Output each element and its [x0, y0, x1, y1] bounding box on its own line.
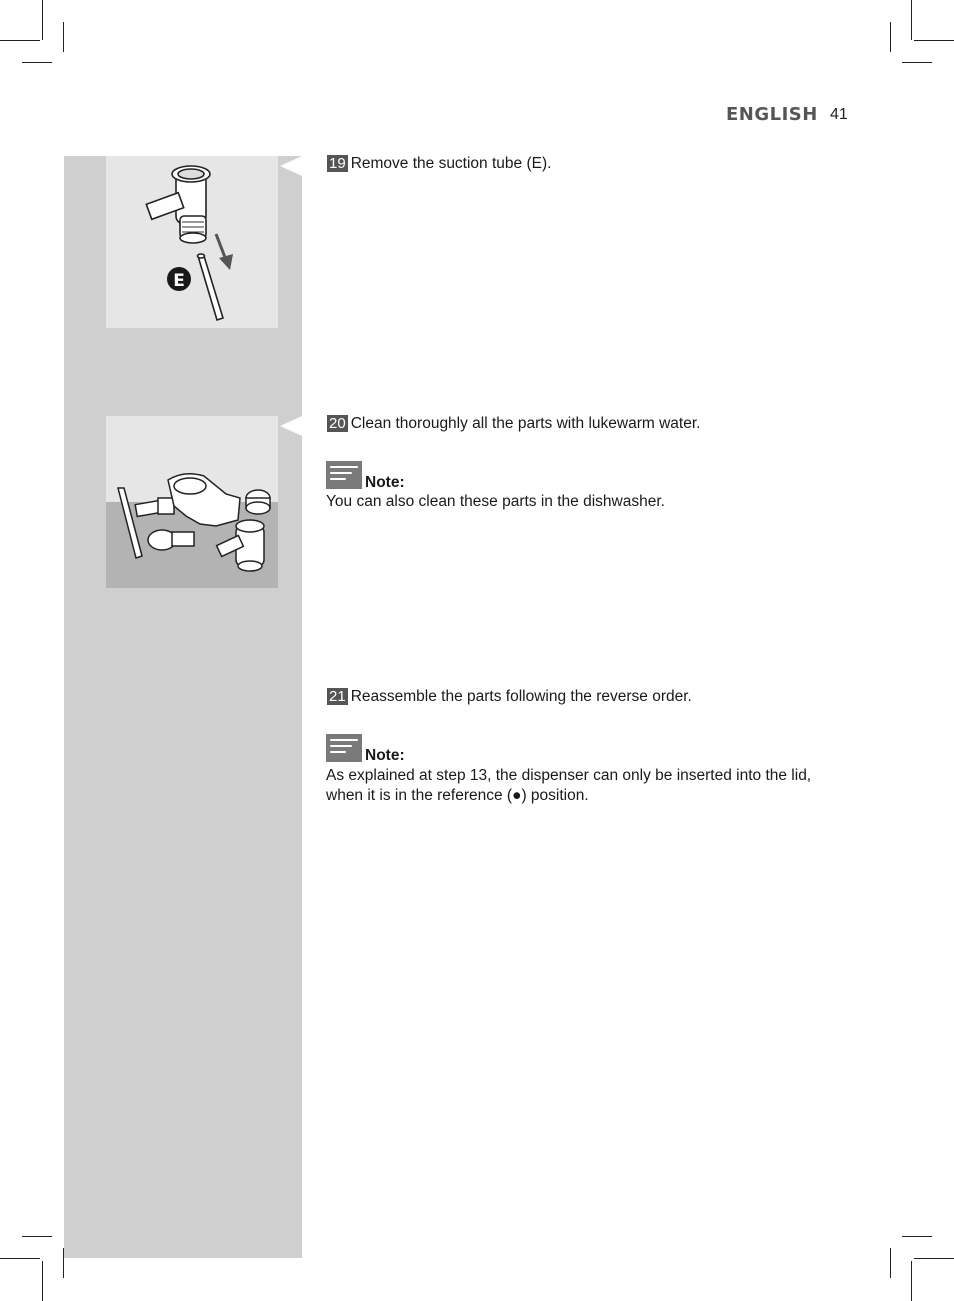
- note-icon: [326, 461, 362, 489]
- step-number: 21: [329, 688, 346, 705]
- pointer-notch: [280, 416, 302, 436]
- dispenser-part-drawing: [106, 156, 278, 328]
- step-text: Reassemble the parts following the reverse order.: [350, 688, 692, 705]
- note-icon: [326, 734, 362, 762]
- part-label: E: [173, 271, 185, 291]
- step-text: Clean thoroughly all the parts with lukewarm water.: [350, 415, 701, 432]
- step-21: [327, 687, 692, 707]
- note-text: You can also clean these parts in the dishwasher.: [326, 493, 665, 510]
- step-20: [327, 414, 700, 434]
- step-text: Remove the suction tube (E).: [350, 155, 552, 172]
- disassembled-parts-drawing: [106, 416, 278, 588]
- illustration-parts-clean: [106, 416, 278, 588]
- note-text: As explained at step 13, the dispenser can only be inserted into the lid, when it is in the reference (●) position.: [326, 767, 812, 804]
- step-number: 20: [329, 415, 346, 432]
- step-19: [327, 154, 551, 174]
- language-label: ENGLISH: [726, 104, 818, 125]
- pointer-notch: [280, 156, 302, 176]
- page-number: 41: [830, 106, 848, 123]
- step-number: 19: [329, 155, 346, 172]
- note-title: Note:: [365, 747, 405, 764]
- note-title: Note:: [365, 474, 405, 491]
- illustration-remove-tube: [106, 156, 278, 328]
